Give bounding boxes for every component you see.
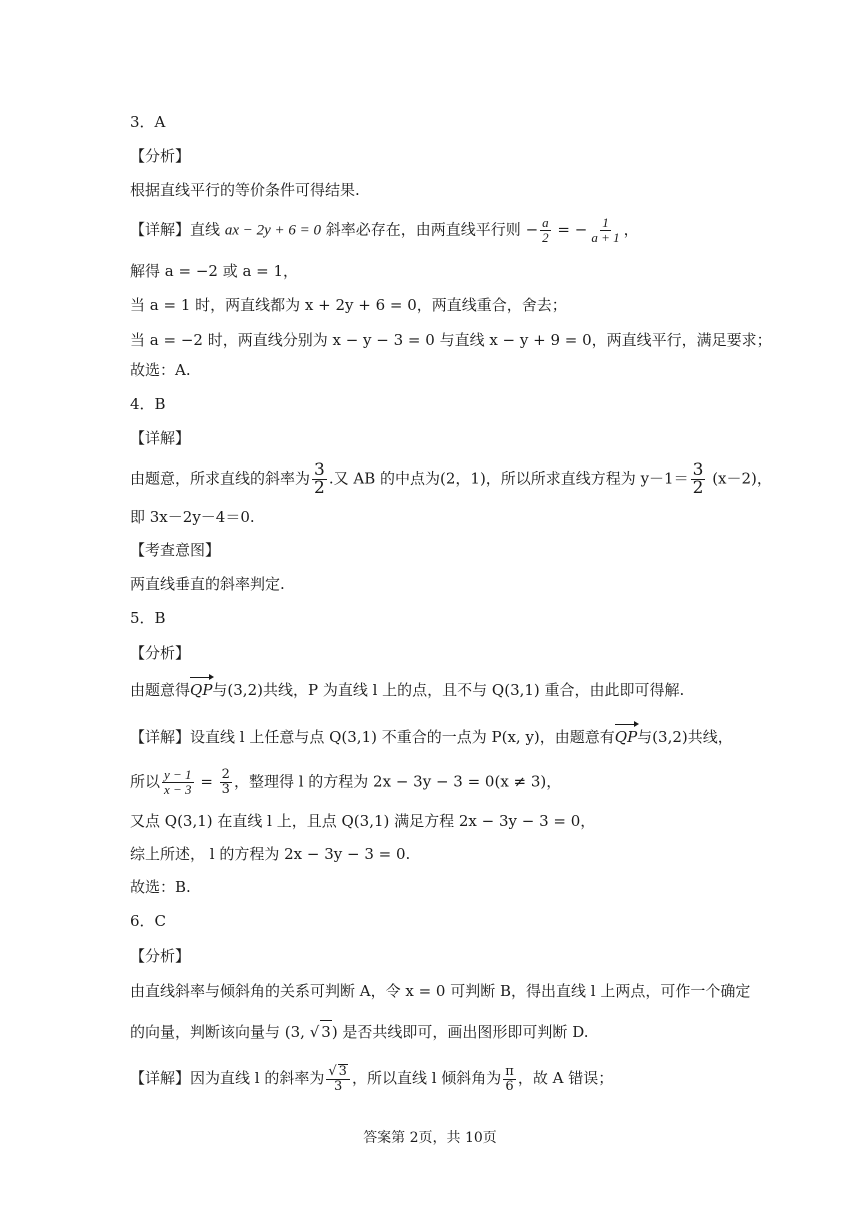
frac-numerator: y − 1 [164,767,192,782]
q3-fraction-a-over-2 [540,216,551,245]
q6-detail-tag: 【详解】 [130,1069,191,1087]
q4-d1-text-3: (x－2)， [707,469,772,488]
frac-numerator: 1 [602,215,609,230]
frac-denominator: 3 [221,782,230,797]
frac-numerator: 3 [692,460,704,480]
frac-denominator: a + 1 [591,230,620,245]
q4-detail-tag: 【详解】 [130,429,191,447]
q6-analysis-line-1: 由直线斜率与倾斜角的关系可判断 A，令 x = 0 可判断 B，得出直线 l 上两点，可作一个确定 [130,982,751,1000]
sqrt-radicand: 3 [338,1064,347,1079]
q4-d1-text-2: .又 AB 的中点为(2，1)，所以所求直线方程为 y－1＝ [328,469,689,488]
q3-detail-line-1 [130,216,639,245]
q6-heading: 6．C [130,912,167,930]
q4-heading: 4．B [130,395,166,413]
q3-d1-equation: ax − 2y + 6 = 0 [224,222,321,239]
q5-fraction-2-over-3 [220,768,232,797]
q3-detail-line-4: 当 a = −2 时，两直线分别为 x − y − 3 = 0 与直线 x − y + 9 = 0，两直线平行，满足要求； [130,331,772,349]
q6-fraction-sqrt3-over-3 [326,1064,350,1094]
frac-denominator: x − 3 [164,782,192,797]
q5-analysis-text [130,679,684,701]
frac-denominator: 2 [542,230,549,245]
frac-denominator: 2 [314,478,325,498]
frac-denominator: 3 [334,1079,343,1094]
frac-numerator: π [505,1063,514,1079]
q5-heading: 5．B [130,609,166,627]
q6-fraction-pi-over-6 [503,1065,516,1094]
q5-detail-line-4: 综上所述， l 的方程为 2x − 3y − 3 = 0. [130,845,411,863]
q3-detail-line-5: 故选：A. [130,361,191,379]
q5-d1-text: 设直线 l 上任意与点 Q(3,1) 不重合的一点为 P(x, y)，由题意有 [190,728,615,746]
q4-detail-line-2: 即 3x－2y－4＝0. [130,508,255,526]
q5-detail-line-2: 所以 $\frac{y - 1}{x - 3}$ = $\frac{2}{3}$ ，整理得 l 的方程为 2x − 3y − 3 = 0(x ≠ 3)， [130,767,562,797]
q3-d1-comma: ， [623,220,639,239]
q3-fraction-1-over-a-plus-1 [589,216,621,245]
q3-detail-line-3: 当 a = 1 时，两直线都为 x + 2y + 6 = 0，两直线重合，舍去； [130,296,567,314]
q5-fraction-slope [162,768,194,797]
frac-denominator: 2 [692,478,704,498]
q5-detail-tag: 【详解】 [130,728,191,746]
q6-d1-text-2: ，所以直线 l 倾斜角为 [351,1069,502,1087]
q6-analysis-line-2 [130,1020,588,1043]
q6-a2-text-2: ) 是否共线即可，画出图形即可判断 D. [331,1023,589,1041]
q5-d1-text-2: 与(3,2)共线， [637,728,733,746]
q4-intent-tag: 【考查意图】 [130,541,221,559]
q5-d2-text-2: ，整理得 l 的方程为 2x − 3y − 3 = 0(x ≠ 3)， [233,772,562,791]
q5-detail-line-5: 故选：B. [130,878,191,896]
sqrt-radicand: 3 [320,1020,332,1043]
q6-detail-line-1 [130,1064,613,1094]
vector-qp: QP [190,681,213,699]
q5-detail-line-1 [130,726,733,748]
q5-analysis-text-b: 与(3,2)共线，P 为直线 l 上的点，且不与 Q(3,1) 重合，由此即可得解. [212,681,685,699]
q3-heading: 3．A [130,113,166,131]
frac-denominator: 6 [505,1078,514,1094]
q5-analysis-text-a: 由题意得 [130,681,191,699]
q4-detail-line-1 [130,462,772,497]
q4-d1-text: 由题意，所求直线的斜率为 [130,469,311,488]
q6-analysis-tag: 【分析】 [130,947,191,965]
page-footer: 答案第 2页，共 10页 [363,1130,497,1146]
q3-detail-tag: 【详解】 [130,220,191,239]
q3-eq-sign: = − [552,220,588,239]
q4-fraction-3-over-2-b [691,462,706,497]
q3-analysis-tag: 【分析】 [130,147,191,165]
q4-intent-text: 两直线垂直的斜率判定. [130,575,285,593]
q4-fraction-3-over-2 [312,462,327,497]
q6-a2-text: 的向量，判断该向量与 (3, [130,1023,310,1041]
q3-d1-text: 直线 [190,220,221,239]
frac-numerator: 3 [314,460,325,480]
q5-analysis-tag: 【分析】 [130,644,191,662]
sqrt-sign: √ [309,1023,320,1041]
frac-numerator: a [542,215,549,230]
q3-d1-text-2: 斜率必存在，由两直线平行则 [325,220,521,239]
frac-numerator: √ 3 [326,1064,350,1080]
q3-detail-line-2: 解得 a = −2 或 a = 1， [130,262,299,280]
vector-qp: QP [614,728,638,746]
q6-d1-text-3: ，故 A 错误； [517,1069,614,1087]
q3-neg-sign: − [525,220,539,239]
q6-d1-text: 因为直线 l 的斜率为 [190,1069,325,1087]
frac-numerator: 2 [221,767,230,782]
q5-detail-line-3: 又点 Q(3,1) 在直线 l 上，且点 Q(3,1) 满足方程 2x − 3y − 3 = 0， [130,812,596,830]
q3-analysis-text: 根据直线平行的等价条件可得结果. [130,181,360,199]
q5-d2-text: 所以 [130,772,161,791]
